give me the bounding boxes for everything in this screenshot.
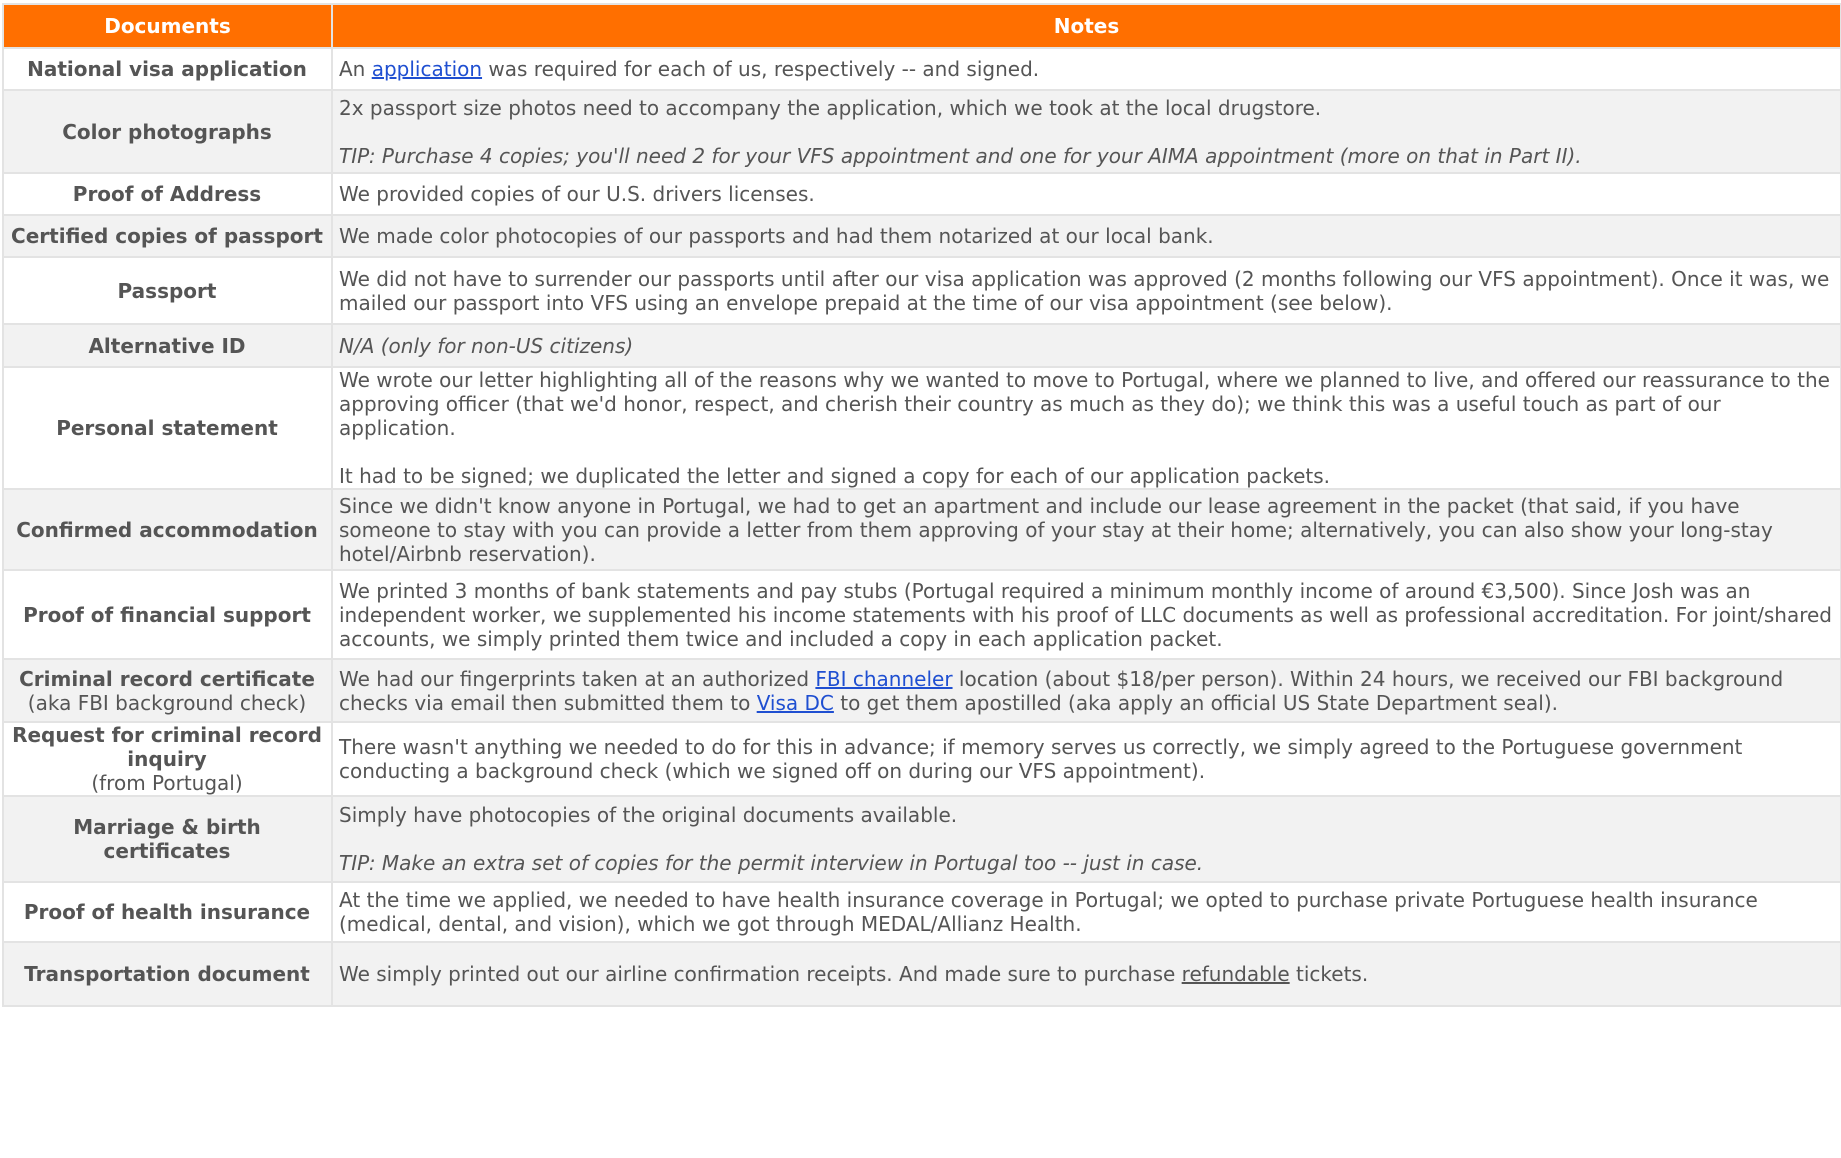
- document-name: Certified copies of passport: [3, 215, 332, 257]
- document-subtitle: (aka FBI background check): [27, 690, 307, 715]
- header-notes: Notes: [332, 4, 1841, 48]
- note-text: location (about $18/per person). Within 24 hours, we received our FBI background checks via email then submitted them to: [339, 666, 1784, 715]
- table-row: [3, 942, 1841, 1006]
- note-text: tickets.: [1289, 962, 1369, 986]
- table-row: [3, 173, 1841, 215]
- note-text: An: [339, 57, 372, 81]
- table-row: [3, 90, 1841, 173]
- document-name: Proof of health insurance: [3, 882, 332, 942]
- note-text: was required for each of us, respectively -- and signed.: [482, 57, 1040, 81]
- header-documents: Documents: [3, 4, 332, 48]
- document-note: N/A (only for non-US citizens): [332, 324, 1841, 367]
- document-name: Transportation document: [3, 942, 332, 1006]
- document-name: [3, 659, 332, 722]
- document-note: [332, 90, 1841, 173]
- document-name: Marriage & birth certificates: [3, 796, 332, 882]
- document-name: National visa application: [3, 48, 332, 90]
- table-row: [3, 257, 1841, 324]
- document-title: Criminal record certificate: [19, 666, 315, 691]
- document-note: We printed 3 months of bank statements and pay stubs (Portugal required a minimum monthly income of around €3,500). Since Josh was an independent worker, we supplemented his income statements with his proof of LLC documents as well as professional accreditation. For joint/shared accounts, we simply printed them twice and included a copy in each application packet.: [332, 570, 1841, 659]
- note-text: We wrote our letter highlighting all of the reasons why we wanted to move to Portugal, where we planned to live, and offered our reassurance to the approving officer (that we'd honor, respect, and cherish their country as much as they do); we think this was a useful touch as part of our application.: [339, 368, 1830, 440]
- table-row: [3, 48, 1841, 90]
- table-row: [3, 570, 1841, 659]
- document-note: [332, 367, 1841, 489]
- document-name: Proof of Address: [3, 173, 332, 215]
- visa-dc-link[interactable]: Visa DC: [756, 690, 834, 715]
- table-row: [3, 489, 1841, 570]
- document-note: [332, 796, 1841, 882]
- table-row: [3, 324, 1841, 367]
- note-tip: TIP: Purchase 4 copies; you'll need 2 for your VFS appointment and one for your AIMA appointment (more on that in Part II).: [339, 143, 1582, 168]
- table-row: [3, 722, 1841, 796]
- document-name: Color photographs: [3, 90, 332, 173]
- document-note: We did not have to surrender our passports until after our visa application was approved (2 months following our VFS appointment). Once it was, we mailed our passport into VFS using an envelope prepaid at the time of our visa appointment (see below).: [332, 257, 1841, 324]
- note-text: We simply printed out our airline confirmation receipts. And made sure to purchase: [339, 962, 1182, 986]
- note-text: It had to be signed; we duplicated the letter and signed a copy for each of our application packets.: [339, 464, 1330, 488]
- document-note: Since we didn't know anyone in Portugal, we had to get an apartment and include our lease agreement in the packet (that said, if you have someone to stay with you can provide a letter from them approving of your stay at their home; alternatively, you can also show your long-stay hotel/Airbnb reservation).: [332, 489, 1841, 570]
- table-header-row: [3, 4, 1841, 48]
- note-tip: TIP: Make an extra set of copies for the permit interview in Portugal too -- just in case.: [339, 851, 1204, 875]
- document-note: We provided copies of our U.S. drivers licenses.: [332, 173, 1841, 215]
- note-text: 2x passport size photos need to accompany the application, which we took at the local drugstore.: [339, 95, 1322, 120]
- note-text: We had our fingerprints taken at an authorized: [339, 666, 816, 691]
- document-note: There wasn't anything we needed to do for this in advance; if memory serves us correctly, we simply agreed to the Portuguese government conducting a background check (which we signed off on during our VFS appointment).: [332, 722, 1841, 796]
- table-row: [3, 215, 1841, 257]
- document-note: We made color photocopies of our passports and had them notarized at our local bank.: [332, 215, 1841, 257]
- document-note: [332, 659, 1841, 722]
- note-text: Simply have photocopies of the original documents available.: [339, 803, 958, 827]
- table-row: [3, 796, 1841, 882]
- document-name: Confirmed accommodation: [3, 489, 332, 570]
- application-link[interactable]: application: [371, 57, 483, 81]
- document-name: Proof of financial support: [3, 570, 332, 659]
- document-title: Request for criminal record inquiry: [12, 723, 322, 771]
- document-note: [332, 48, 1841, 90]
- note-text: to get them apostilled (aka apply an official US State Department seal).: [833, 690, 1558, 715]
- document-subtitle: (from Portugal): [91, 771, 243, 795]
- table-row: [3, 659, 1841, 722]
- fbi-channeler-link[interactable]: FBI channeler: [815, 666, 953, 691]
- document-name: Personal statement: [3, 367, 332, 489]
- document-note: At the time we applied, we needed to have health insurance coverage in Portugal; we opted to purchase private Portuguese health insurance (medical, dental, and vision), which we got through MEDAL/Allianz Health.: [332, 882, 1841, 942]
- refundable-text: refundable: [1181, 962, 1290, 986]
- table-row: [3, 367, 1841, 489]
- table-row: [3, 882, 1841, 942]
- document-name: [3, 722, 332, 796]
- documents-table: [2, 3, 1841, 1007]
- document-name: Passport: [3, 257, 332, 324]
- document-name: Alternative ID: [3, 324, 332, 367]
- document-note: [332, 942, 1841, 1006]
